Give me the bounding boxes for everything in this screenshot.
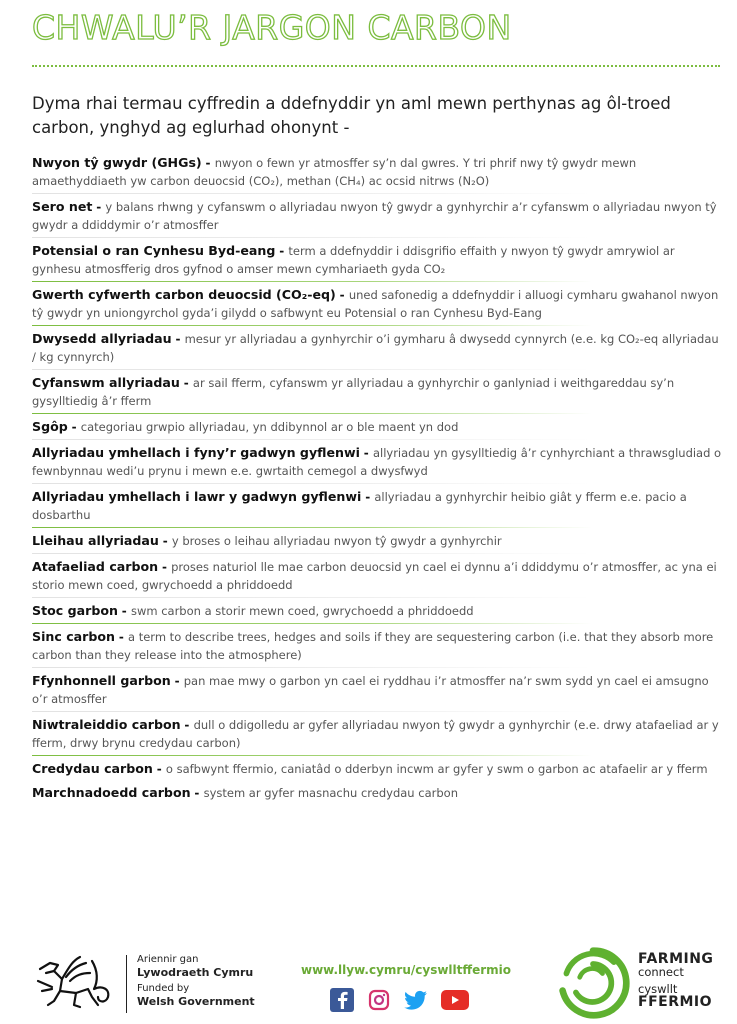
youtube-icon[interactable] — [441, 990, 469, 1010]
glossary-item: Credydau carbon - o safbwynt ffermio, caniatâd o dderbyn incwm ar gyfer y swm o garbon ac atafaelir ar y fferm — [32, 761, 708, 776]
brand-line-1: FARMING — [638, 951, 714, 967]
term-definition: system ar gyfer masnachu credydau carbon — [203, 786, 458, 800]
term-definition: allyriadau yn gysylltiedig â’r cynhyrchiant a thrawsgludiad o fewnbynnau wedi’u prynu i mewn e.e. gwrtaith cemegol a dwysfwyd — [32, 446, 722, 478]
glossary-item: Atafaeliad carbon - proses naturiol lle mae carbon deuocsid yn cael ei dynnu a’i ddiddymu o’r atmosffer, ac yna ei storio mewn coed, gwrychoedd a phriddoedd — [32, 556, 722, 600]
glossary-item: Nwyon tŷ gwydr (GHGs) - nwyon o fewn yr atmosffer sy’n dal gwres. Y tri phrif nwy tŷ gwydr mewn amaethyddiaeth yw carbon deuocsid (CO₂), methan (CH₄) ac ocsid nitrws (N₂O) — [32, 152, 722, 196]
term-name: Stoc garbon — [32, 603, 118, 618]
glossary-item: Sgôp - categoriau grwpio allyriadau, yn ddibynnol ar o ble maent yn dod — [32, 416, 722, 442]
term-definition: y broses o leihau allyriadau nwyon tŷ gwydr a gynhyrchir — [171, 534, 502, 548]
term-name: Credydau carbon — [32, 761, 153, 776]
term-definition: a term to describe trees, hedges and soils if they are sequestering carbon (i.e. that they absorb more carbon than they release into the atmosphere) — [32, 630, 714, 662]
glossary-item: Potensial o ran Cynhesu Byd-eang - term a ddefnyddir i ddisgrifio effaith y nwyon tŷ gwydr amrywiol ar gynhesu atmosfferig dros gyfnod o amser mewn cymhariaeth gyda CO₂ — [32, 240, 722, 284]
social-links — [330, 988, 469, 1012]
glossary-list — [32, 152, 722, 806]
term-name: Ffynhonnell garbon — [32, 673, 171, 688]
term-name: Dwysedd allyriadau — [32, 331, 172, 346]
term-name: Allyriadau ymhellach i fyny’r gadwyn gyflenwi — [32, 445, 360, 460]
facebook-icon[interactable] — [330, 988, 354, 1012]
welsh-dragon-logo-icon — [32, 951, 122, 1011]
term-name: Sgôp — [32, 419, 68, 434]
term-name: Gwerth cyfwerth carbon deuocsid (CO₂-eq) — [32, 287, 336, 302]
term-definition: swm carbon a storir mewn coed, gwrychoedd a phriddoedd — [130, 604, 474, 618]
funded-en-label: Funded by — [137, 983, 190, 994]
glossary-item: Ffynhonnell garbon - pan mae mwy o garbon yn cael ei ryddhau i’r atmosffer na’r swm sydd yn cael ei amsugno o’r atmosffer — [32, 670, 722, 714]
term-definition: proses naturiol lle mae carbon deuocsid yn cael ei dynnu a’i ddiddymu o’r atmosffer, ac yna ei storio mewn coed, gwrychoedd a phriddoedd — [32, 560, 717, 592]
instagram-icon[interactable] — [367, 988, 391, 1012]
term-definition: o safbwynt ffermio, caniatâd o dderbyn incwm ar gyfer y swm o garbon ac atafaelir ar y fferm — [165, 762, 708, 776]
glossary-item: Sinc carbon - a term to describe trees, hedges and soils if they are sequestering carbon (i.e. that they absorb more carbon than they release into the atmosphere) — [32, 626, 722, 670]
footer — [0, 935, 737, 1024]
term-definition: term a ddefnyddir i ddisgrifio effaith y nwyon tŷ gwydr amrywiol ar gynhesu atmosfferig dros gyfnod o amser mewn cymhariaeth gyda CO₂ — [32, 244, 675, 276]
brand-line-4: FFERMIO — [638, 994, 713, 1010]
glossary-item: Lleihau allyriadau - y broses o leihau allyriadau nwyon tŷ gwydr a gynhyrchir — [32, 530, 722, 556]
brand-line-2: connect — [638, 965, 684, 979]
term-definition: mesur yr allyriadau a gynhyrchir o’i gymharu â dwysedd cynnyrch (e.e. kg CO₂-eq allyriadau / kg cynnyrch) — [32, 332, 719, 364]
funded-cy-org: Lywodraeth Cymru — [137, 966, 254, 979]
farming-connect-logo-icon — [555, 943, 631, 1023]
glossary-item: Marchnadoedd carbon - system ar gyfer masnachu credydau carbon — [32, 785, 458, 800]
term-name: Sinc carbon — [32, 629, 116, 644]
funding-statement — [137, 953, 255, 1008]
funded-en-org: Welsh Government — [137, 995, 255, 1008]
glossary-item: Gwerth cyfwerth carbon deuocsid (CO₂-eq) - uned safonedig a ddefnyddir i alluogi cymharu gwahanol nwyon tŷ gwydr yn uniongyrchol gyda’i gilydd o safbwynt eu Potensial o ran Cynhesu Byd-Eang — [32, 284, 722, 328]
term-definition: pan mae mwy o garbon yn cael ei ryddhau i’r atmosffer na’r swm sydd yn cael ei amsugno o’r atmosffer — [32, 674, 709, 706]
term-definition: allyriadau a gynhyrchir heibio giât y fferm e.e. pacio a dosbarthu — [32, 490, 687, 522]
term-definition: categoriau grwpio allyriadau, yn ddibynnol ar o ble maent yn dod — [80, 420, 459, 434]
glossary-item: Cyfanswm allyriadau - ar sail fferm, cyfanswm yr allyriadau a gynhyrchir o ganlyniad i weithgareddau sy’n gysylltiedig â’r fferm — [32, 372, 722, 416]
term-name: Niwtraleiddio carbon — [32, 717, 181, 732]
term-name: Atafaeliad carbon — [32, 559, 159, 574]
term-name: Potensial o ran Cynhesu Byd-eang — [32, 243, 276, 258]
divider — [126, 955, 127, 1013]
farming-connect-wordmark — [638, 953, 713, 1009]
page-title: CHWALU’R JARGON CARBON — [32, 8, 512, 47]
glossary-item: Stoc garbon - swm carbon a storir mewn coed, gwrychoedd a phriddoedd — [32, 600, 722, 626]
brand-line-3: cyswllt — [638, 982, 678, 996]
term-name: Sero net — [32, 199, 93, 214]
funded-cy-label: Ariennir gan — [137, 954, 199, 965]
term-name: Nwyon tŷ gwydr (GHGs) — [32, 155, 202, 170]
term-name: Cyfanswm allyriadau — [32, 375, 180, 390]
term-name: Allyriadau ymhellach i lawr y gadwyn gyflenwi — [32, 489, 362, 504]
term-name: Marchnadoedd carbon — [32, 785, 191, 800]
term-definition: uned safonedig a ddefnyddir i alluogi cymharu gwahanol nwyon tŷ gwydr yn uniongyrchol gyda’i gilydd o safbwynt eu Potensial o ran Cynhesu Byd-Eang — [32, 288, 719, 320]
term-definition: ar sail fferm, cyfanswm yr allyriadau a gynhyrchir o ganlyniad i weithgareddau sy’n gysylltiedig â’r fferm — [32, 376, 675, 408]
glossary-item: Niwtraleiddio carbon - dull o ddigolledu ar gyfer allyriadau nwyon tŷ gwydr a gynhyrchir (e.e. drwy atafaeliad ar y fferm, drwy brynu credydau carbon) — [32, 714, 722, 758]
glossary-item: Sero net - y balans rhwng y cyfanswm o allyriadau nwyon tŷ gwydr a gynhyrchir a’r cyfanswm o allyriadau nwyon tŷ gwydr a ddiddymir o’r atmosffer — [32, 196, 722, 240]
term-definition: dull o ddigolledu ar gyfer allyriadau nwyon tŷ gwydr a gynhyrchir (e.e. drwy atafaeliad ar y fferm, drwy brynu credydau carbon) — [32, 718, 719, 750]
website-link[interactable]: www.llyw.cymru/cyswlltffermio — [301, 963, 512, 977]
title-divider — [32, 65, 720, 67]
term-definition: nwyon o fewn yr atmosffer sy’n dal gwres. Y tri phrif nwy tŷ gwydr mewn amaethyddiaeth yw carbon deuocsid (CO₂), methan (CH₄) ac ocsid nitrws (N₂O) — [32, 156, 637, 188]
term-name: Lleihau allyriadau — [32, 533, 159, 548]
glossary-item: Allyriadau ymhellach i fyny’r gadwyn gyflenwi - allyriadau yn gysylltiedig â’r cynhyrchiant a thrawsgludiad o fewnbynnau wedi’u prynu i mewn e.e. gwrtaith cemegol a dwysfwyd — [32, 442, 722, 486]
intro-text: Dyma rhai termau cyffredin a ddefnyddir yn aml mewn perthynas ag ôl-troed carbon, ynghyd ag eglurhad ohonynt - — [32, 94, 671, 137]
glossary-item: Dwysedd allyriadau - mesur yr allyriadau a gynhyrchir o’i gymharu â dwysedd cynnyrch (e.e. kg CO₂-eq allyriadau / kg cynnyrch) — [32, 328, 722, 372]
glossary-item: Allyriadau ymhellach i lawr y gadwyn gyflenwi - allyriadau a gynhyrchir heibio giât y fferm e.e. pacio a dosbarthu — [32, 486, 722, 530]
twitter-icon[interactable] — [404, 988, 428, 1012]
term-definition: y balans rhwng y cyfanswm o allyriadau nwyon tŷ gwydr a gynhyrchir a’r cyfanswm o allyriadau nwyon tŷ gwydr a ddiddymir o’r atmosffer — [32, 200, 717, 232]
